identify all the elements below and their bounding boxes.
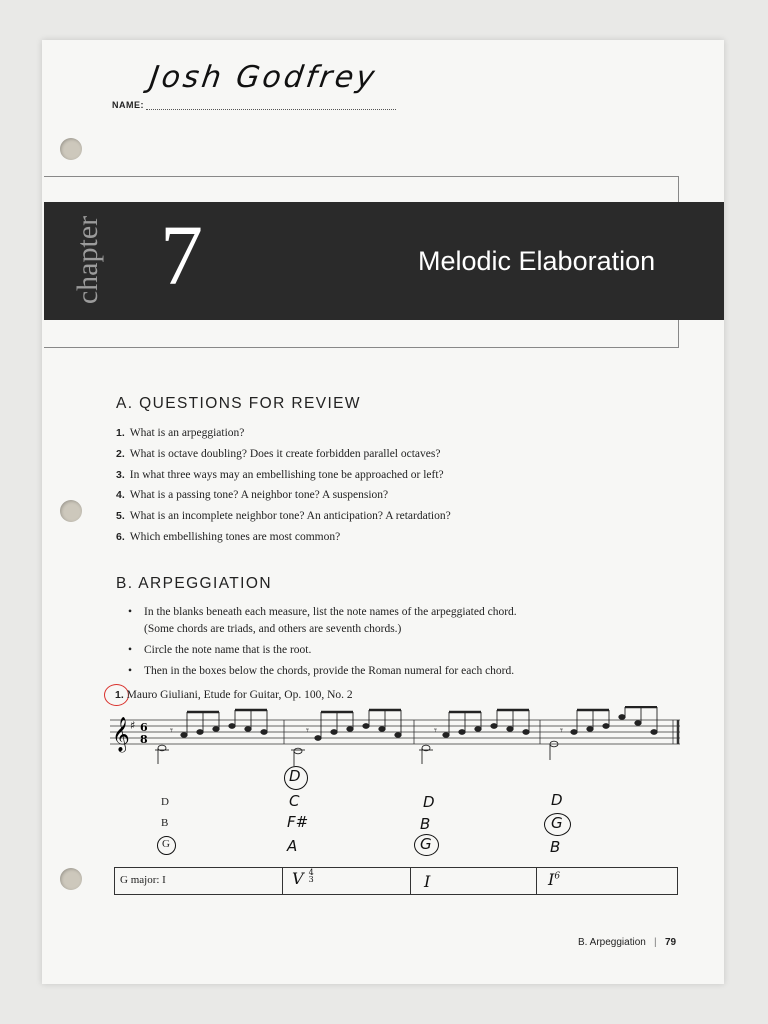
svg-text:𝄾: 𝄾 [170,725,173,737]
time-signature-bottom: 8 [140,733,148,746]
measure-2-bottom-note: A [287,837,298,855]
chapter-number: 7 [160,207,203,303]
question-item: 4. What is a passing tone? A neighbor tone? A suspension? [116,489,389,501]
footer-section: B. Arpeggiation [578,937,646,948]
time-signature-top: 6 [140,721,148,734]
question-item: 6. Which embellishing tones are most common? [116,531,341,543]
roman-numeral-box-2[interactable]: V 4 3 [292,868,314,888]
svg-text:𝄾: 𝄾 [434,725,437,737]
instruction-bullet: • In the blanks beneath each measure, list the note names of the arpeggiated chord. (Some chords are triads, and others are seventh chords.) [128,606,517,635]
measure-3-mid-note: B [420,815,431,833]
svg-text:𝄾: 𝄾 [306,725,309,737]
binder-hole [60,138,82,160]
binder-hole [60,500,82,522]
measure-1-bottom-note: G [162,838,170,850]
box-divider [410,867,411,895]
roman-numeral-row [114,867,678,895]
treble-clef-icon: 𝄞 [112,717,130,752]
measure-3-top-note: D [423,793,435,811]
box-divider [536,867,537,895]
chapter-title: Melodic Elaboration [418,246,656,276]
measure-1-mid-note: B [161,817,169,829]
binder-hole [60,868,82,890]
student-signature: Josh Godfrey [147,60,380,95]
question-item: 5. What is an incomplete neighbor tone? An anticipation? A retardation? [116,510,451,522]
roman-numeral-box-4[interactable]: $I^6$ [548,870,561,889]
roman-numeral-box-1[interactable]: G major: I [120,874,166,886]
question-item: 1. What is an arpeggiation? [116,427,245,439]
measure-4-bottom-note: B [550,838,561,856]
measure-4-top-note: D [551,791,563,809]
measure-1-top-note: D [161,796,169,808]
section-a-heading: A. QUESTIONS FOR REVIEW [116,395,361,412]
footer-separator: | [654,937,657,948]
instruction-bullet: • Circle the note name that is the root. [128,644,312,656]
svg-text:♯: ♯ [130,719,136,732]
measure-2-mid-note: F# [287,813,309,831]
measure-4-mid-note: G [551,814,563,832]
question-item: 3. In what three ways may an embellishing tone be approached or left? [116,469,444,481]
svg-text:𝄾: 𝄾 [560,725,563,737]
question-item: 2. What is octave doubling? Does it create forbidden parallel octaves? [116,448,441,460]
chapter-word: chapter [71,215,104,305]
box-divider [282,867,283,895]
page-number: 79 [665,937,677,948]
measure-2-top-note: C [289,792,300,810]
measure-3-bottom-note: G [420,835,432,853]
instruction-bullet: • Then in the boxes below the chords, provide the Roman numeral for each chord. [128,665,515,677]
section-b-heading: B. ARPEGGIATION [116,575,272,592]
exercise-title: 1. Mauro Giuliani, Etude for Guitar, Op. 100, No. 2 [115,689,353,701]
roman-numeral-box-3[interactable]: I [424,872,431,891]
measure-2-circled-note: D [289,767,301,785]
name-line [146,109,396,110]
name-label: NAME: [112,100,144,110]
music-staff [110,706,682,766]
